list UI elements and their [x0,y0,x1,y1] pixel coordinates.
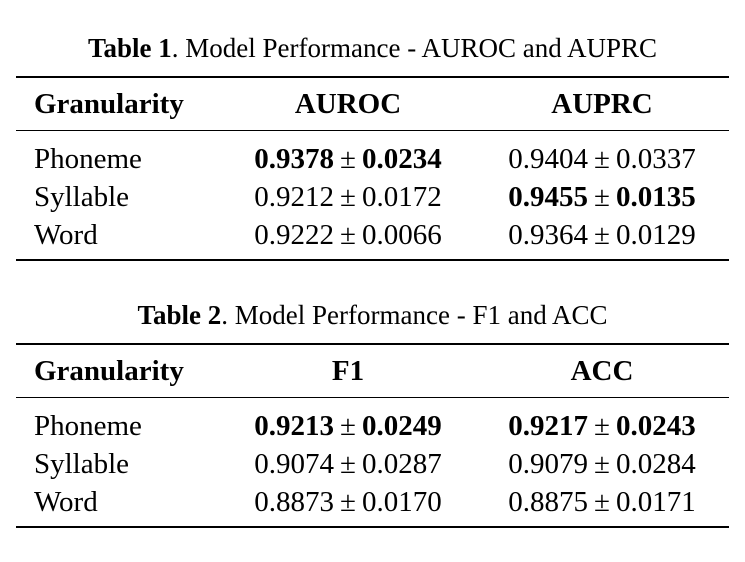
plus-minus-symbol: ± [594,218,610,251]
metric-std: 0.0135 [615,180,696,213]
cell-metric-value [475,216,729,259]
table-1-caption-label: Table 1 [87,33,172,63]
table-2-header-acc: ACC [570,354,634,387]
metric-std: 0.0129 [615,218,696,251]
metric-mean: 0.9455 [508,180,589,213]
metric-std: 0.0243 [615,409,696,442]
table-1 [16,30,729,261]
table-1-header-row [16,78,729,130]
cell-granularity: Syllable [34,180,130,213]
cell-granularity: Syllable [34,447,130,480]
cell-granularity: Phoneme [34,142,142,175]
cell-metric-value [221,483,475,526]
table-2 [16,297,729,528]
cell-metric-value [475,483,729,526]
metric-mean: 0.9213 [254,409,335,442]
metric-mean: 0.9222 [254,218,335,251]
cell-metric-value [475,445,729,483]
cell-metric-value [221,445,475,483]
metric-std: 0.0337 [615,142,696,175]
plus-minus-symbol: ± [594,485,610,518]
table-row [16,178,729,216]
table-row [16,445,729,483]
metric-mean: 0.9364 [508,218,589,251]
cell-granularity: Phoneme [34,409,142,442]
cell-metric-value [221,131,475,178]
table-row [16,216,729,259]
plus-minus-symbol: ± [340,218,356,251]
plus-minus-symbol: ± [340,447,356,480]
cell-granularity: Word [34,485,98,518]
plus-minus-symbol: ± [594,142,610,175]
table-2-grid [16,345,729,397]
table-2-header-row [16,345,729,397]
table-1-header-auprc: AUPRC [551,87,653,120]
plus-minus-symbol: ± [594,447,610,480]
cell-metric-value [475,178,729,216]
plus-minus-symbol: ± [340,409,356,442]
table-2-caption-label: Table 2 [137,300,222,330]
metric-mean: 0.9404 [508,142,589,175]
metric-mean: 0.9378 [254,142,335,175]
table-1-bottom-rule [16,259,729,261]
table-row [16,131,729,178]
metric-std: 0.0171 [615,485,696,518]
table-1-grid [16,78,729,130]
cell-metric-value [221,398,475,445]
plus-minus-symbol: ± [340,142,356,175]
metric-mean: 0.9079 [508,447,589,480]
metric-mean: 0.9074 [254,447,335,480]
cell-metric-value [475,131,729,178]
table-2-caption [16,297,729,337]
table-row [16,398,729,445]
table-2-caption-text: . Model Performance - F1 and ACC [221,300,608,330]
cell-metric-value [221,178,475,216]
metric-std: 0.0066 [361,218,442,251]
plus-minus-symbol: ± [594,409,610,442]
metric-std: 0.0284 [615,447,696,480]
metric-std: 0.0170 [361,485,442,518]
plus-minus-symbol: ± [594,180,610,213]
metric-std: 0.0287 [361,447,442,480]
table-2-bottom-rule [16,526,729,528]
metric-mean: 0.8873 [254,485,335,518]
metric-std: 0.0249 [361,409,442,442]
table-2-header-f1: F1 [331,354,365,387]
metric-mean: 0.8875 [508,485,589,518]
table-1-header-auroc: AUROC [294,87,402,120]
table-2-body [16,398,729,526]
table-2-header-granularity: Granularity [34,354,184,387]
plus-minus-symbol: ± [340,485,356,518]
plus-minus-symbol: ± [340,180,356,213]
table-1-body [16,131,729,259]
metric-std: 0.0172 [361,180,442,213]
cell-granularity: Word [34,218,98,251]
table-1-caption-text: . Model Performance - AUROC and AUPRC [171,33,657,63]
cell-metric-value [475,398,729,445]
metric-mean: 0.9212 [254,180,335,213]
table-row [16,483,729,526]
metric-std: 0.0234 [361,142,442,175]
metric-mean: 0.9217 [508,409,589,442]
table-1-caption [16,30,729,70]
cell-metric-value [221,216,475,259]
table-1-header-granularity: Granularity [34,87,184,120]
